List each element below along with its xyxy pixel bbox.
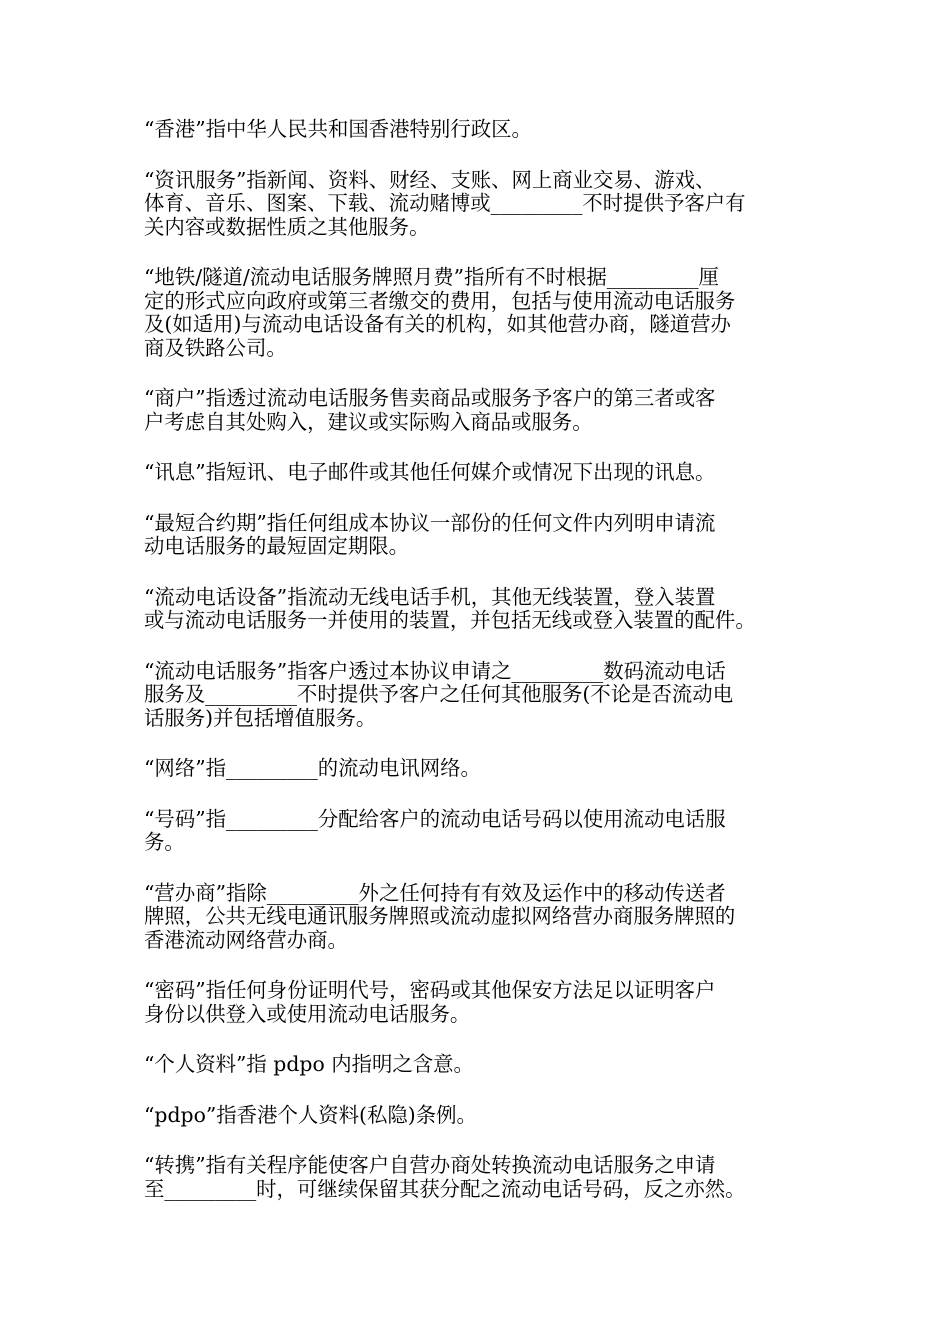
definition-paragraph <box>144 882 810 953</box>
definition-paragraph <box>144 169 810 240</box>
paragraph-line: 至_________时，可继续保留其获分配之流动电话号码，反之亦然。 <box>144 1176 746 1201</box>
paragraph-line: “转携”指有关程序能使客户自营办商处转换流动电话服务之申请 <box>144 1153 716 1177</box>
paragraph-line: “密码”指任何身份证明代号，密码或其他保安方法足以证明客户 <box>144 978 716 1002</box>
paragraph-line: 务。 <box>144 830 185 854</box>
paragraph-line: 话服务)并包括增值服务。 <box>144 705 377 730</box>
paragraph-line: 香港流动网络营办商。 <box>144 927 348 952</box>
definition-paragraph <box>144 387 810 434</box>
document-page <box>144 118 810 1228</box>
definition-paragraph <box>144 1053 810 1077</box>
paragraph-line: 牌照，公共无线电通讯服务牌照或流动虚拟网络营办商服务牌照的 <box>144 904 736 928</box>
definition-paragraph <box>144 808 810 855</box>
paragraph-line: 户考虑自其处购入，建议或实际购入商品或服务。 <box>144 409 593 434</box>
definition-paragraph <box>144 1104 810 1128</box>
paragraph-line: “pdpo”指香港个人资料(私隐)条例。 <box>144 1102 477 1127</box>
paragraph-line: “个人资料”指 pdpo 内指明之含意。 <box>144 1052 474 1076</box>
definition-paragraph <box>144 660 810 731</box>
paragraph-line: “讯息”指短讯、电子邮件或其他任何媒介或情况下出现的讯息。 <box>144 460 716 484</box>
definition-paragraph <box>144 118 810 142</box>
definition-paragraph <box>144 586 810 633</box>
paragraph-line: “营办商”指除_________外之任何持有有效及运作中的移动传送者 <box>144 880 726 905</box>
paragraph-line: 定的形式应向政府或第三者缴交的费用，包括与使用流动电话服务 <box>144 288 736 313</box>
paragraph-line: 服务及_________不时提供予客户之任何其他服务(不论是否流动电 <box>144 682 734 706</box>
paragraph-line: “香港”指中华人民共和国香港特别行政区。 <box>144 117 532 141</box>
paragraph-line: “号码”指_________分配给客户的流动电话号码以使用流动电话服 <box>144 806 726 831</box>
paragraph-line: “最短合约期”指任何组成本协议一部份的任何文件内列明申请流 <box>144 510 716 535</box>
definition-paragraph <box>144 757 810 781</box>
paragraph-line: “商户”指透过流动电话服务售卖商品或服务予客户的第三者或客 <box>144 386 716 410</box>
paragraph-line: 商及铁路公司。 <box>144 335 287 360</box>
definition-paragraph <box>144 512 810 559</box>
paragraph-line: 体育、音乐、图案、下载、流动赌博或_________不时提供予客户有 <box>144 191 746 215</box>
definition-paragraph <box>144 979 810 1026</box>
paragraph-line: 动电话服务的最短固定期限。 <box>144 534 410 558</box>
paragraph-line: 身份以供登入或使用流动电话服务。 <box>144 1001 471 1026</box>
paragraph-line: 及(如适用)与流动电话设备有关的机构，如其他营办商，隧道营办 <box>144 312 731 336</box>
paragraph-line: “资讯服务”指新闻、资料、财经、支账、网上商业交易、游戏、 <box>144 167 716 192</box>
definition-paragraph <box>144 266 810 360</box>
paragraph-line: “网络”指_________的流动电讯网络。 <box>144 756 481 780</box>
definition-paragraph <box>144 461 810 485</box>
paragraph-line: “流动电话服务”指客户透过本协议申请之_________数码流动电话 <box>144 658 726 683</box>
paragraph-line: “流动电话设备”指流动无线电话手机，其他无线装置，登入装置 <box>144 584 716 609</box>
definition-paragraph <box>144 1154 810 1201</box>
paragraph-line: “地铁/隧道/流动电话服务牌照月费”指所有不时根据_________厘 <box>144 265 719 289</box>
paragraph-line: 关内容或数据性质之其他服务。 <box>144 214 430 239</box>
paragraph-line: 或与流动电话服务一并使用的装置，并包括无线或登入装置的配件。 <box>144 608 756 632</box>
